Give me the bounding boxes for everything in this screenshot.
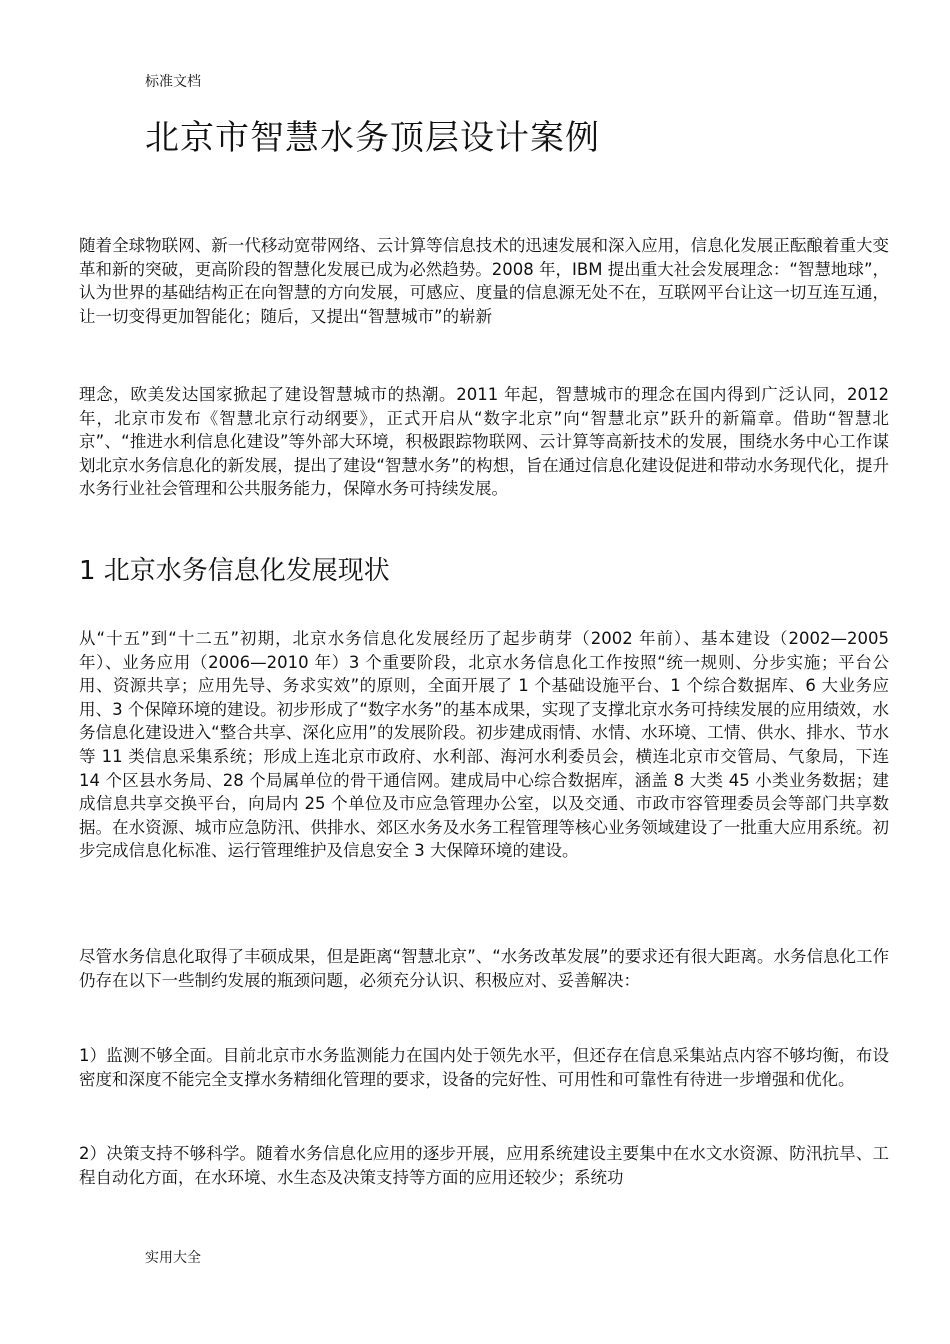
page-header-label: 标准文档 (145, 74, 201, 90)
section-heading-1: 1 北京水务信息化发展现状 (79, 556, 390, 586)
document-title: 北京市智慧水务顶层设计案例 (145, 118, 600, 158)
paragraph-intro: 随着全球物联网、新一代移动宽带网络、云计算等信息技术的迅速发展和深入应用，信息化发展正酝酿着重大变革和新的突破，更高阶段的智慧化发展已成为必然趋势。2008 年，IBM 提出重大社会发展理念：“智慧地球”，认为世界的基础结构正在向智慧的方向发展，可感应、度量的信息源无处不在，互联网平台让这一切互连互通，让一切变得更加智能化；随后，又提出“智慧城市”的崭新 (79, 236, 889, 326)
paragraph-issue-1: 1）监测不够全面。目前北京市水务监测能力在国内处于领先水平，但还存在信息采集站点内容不够均衡，布设密度和深度不能完全支撑水务精细化管理的要求，设备的完好性、可用性和可靠性有待进一步增强和优化。 (79, 1046, 889, 1089)
paragraph-issue-2: 2）决策支持不够科学。随着水务信息化应用的逐步开展，应用系统建设主要集中在水文水资源、防汛抗旱、工程自动化方面，在水环境、水生态及决策支持等方面的应用还较少；系统功 (79, 1144, 889, 1187)
paragraph-smart-city: 理念，欧美发达国家掀起了建设智慧城市的热潮。2011 年起，智慧城市的理念在国内得到广泛认同，2012 年，北京市发布《智慧北京行动纲要》，正式开启从“数字北京”向“智慧北京”跃升的新篇章。借助“智慧北京”、“推进水利信息化建设”等外部大环境，积极跟踪物联网、云计算等高新技术的发展，围绕水务中心工作谋划北京水务信息化的新发展，提出了建设“智慧水务”的构想，旨在通过信息化建设促进和带动水务现代化，提升水务行业社会管理和公共服务能力，保障水务可持续发展。 (79, 385, 889, 499)
paragraph-status: 从“十五”到“十二五”初期，北京水务信息化发展经历了起步萌芽（2002 年前）、基本建设（2002—2005 年）、业务应用（2006—2010 年）3 个重要阶段，北京水务信息化工作按照“统一规则、分步实施；平台公用、资源共享；应用先导、务求实效”的原则，全面开展了 1 个基础设施平台、1 个综合数据库、6 大业务应用、3 个保障环境的建设。初步形成了“数字水务”的基本成果，实现了支撑北京水务可持续发展的应用绩效，水务信息化建设进入“整合共享、深化应用”的发展阶段。初步建成雨情、水情、水环境、工情、供水、排水、节水等 11 类信息采集系统；形成上连北京市政府、水利部、海河水利委员会，横连北京市交管局、气象局，下连 14 个区县水务局、28 个局属单位的骨干通信网。建成局中心综合数据库，涵盖 8 大类 45 小类业务数据；建成信息共享交换平台，向局内 25 个单位及市应急管理办公室，以及交通、市政市容管理委员会等部门共享数据。在水资源、城市应急防汛、供排水、郊区水务及水务工程管理等核心业务领域建设了一批重大应用系统。初步完成信息化标准、运行管理维护及信息安全 3 大保障环境的建设。 (79, 629, 889, 861)
page-footer-label: 实用大全 (145, 1250, 201, 1266)
paragraph-gaps: 尽管水务信息化取得了丰硕成果，但是距离“智慧北京”、“水务改革发展”的要求还有很大距离。水务信息化工作仍存在以下一些制约发展的瓶颈问题，必须充分认识、积极应对、妥善解决： (79, 947, 889, 990)
